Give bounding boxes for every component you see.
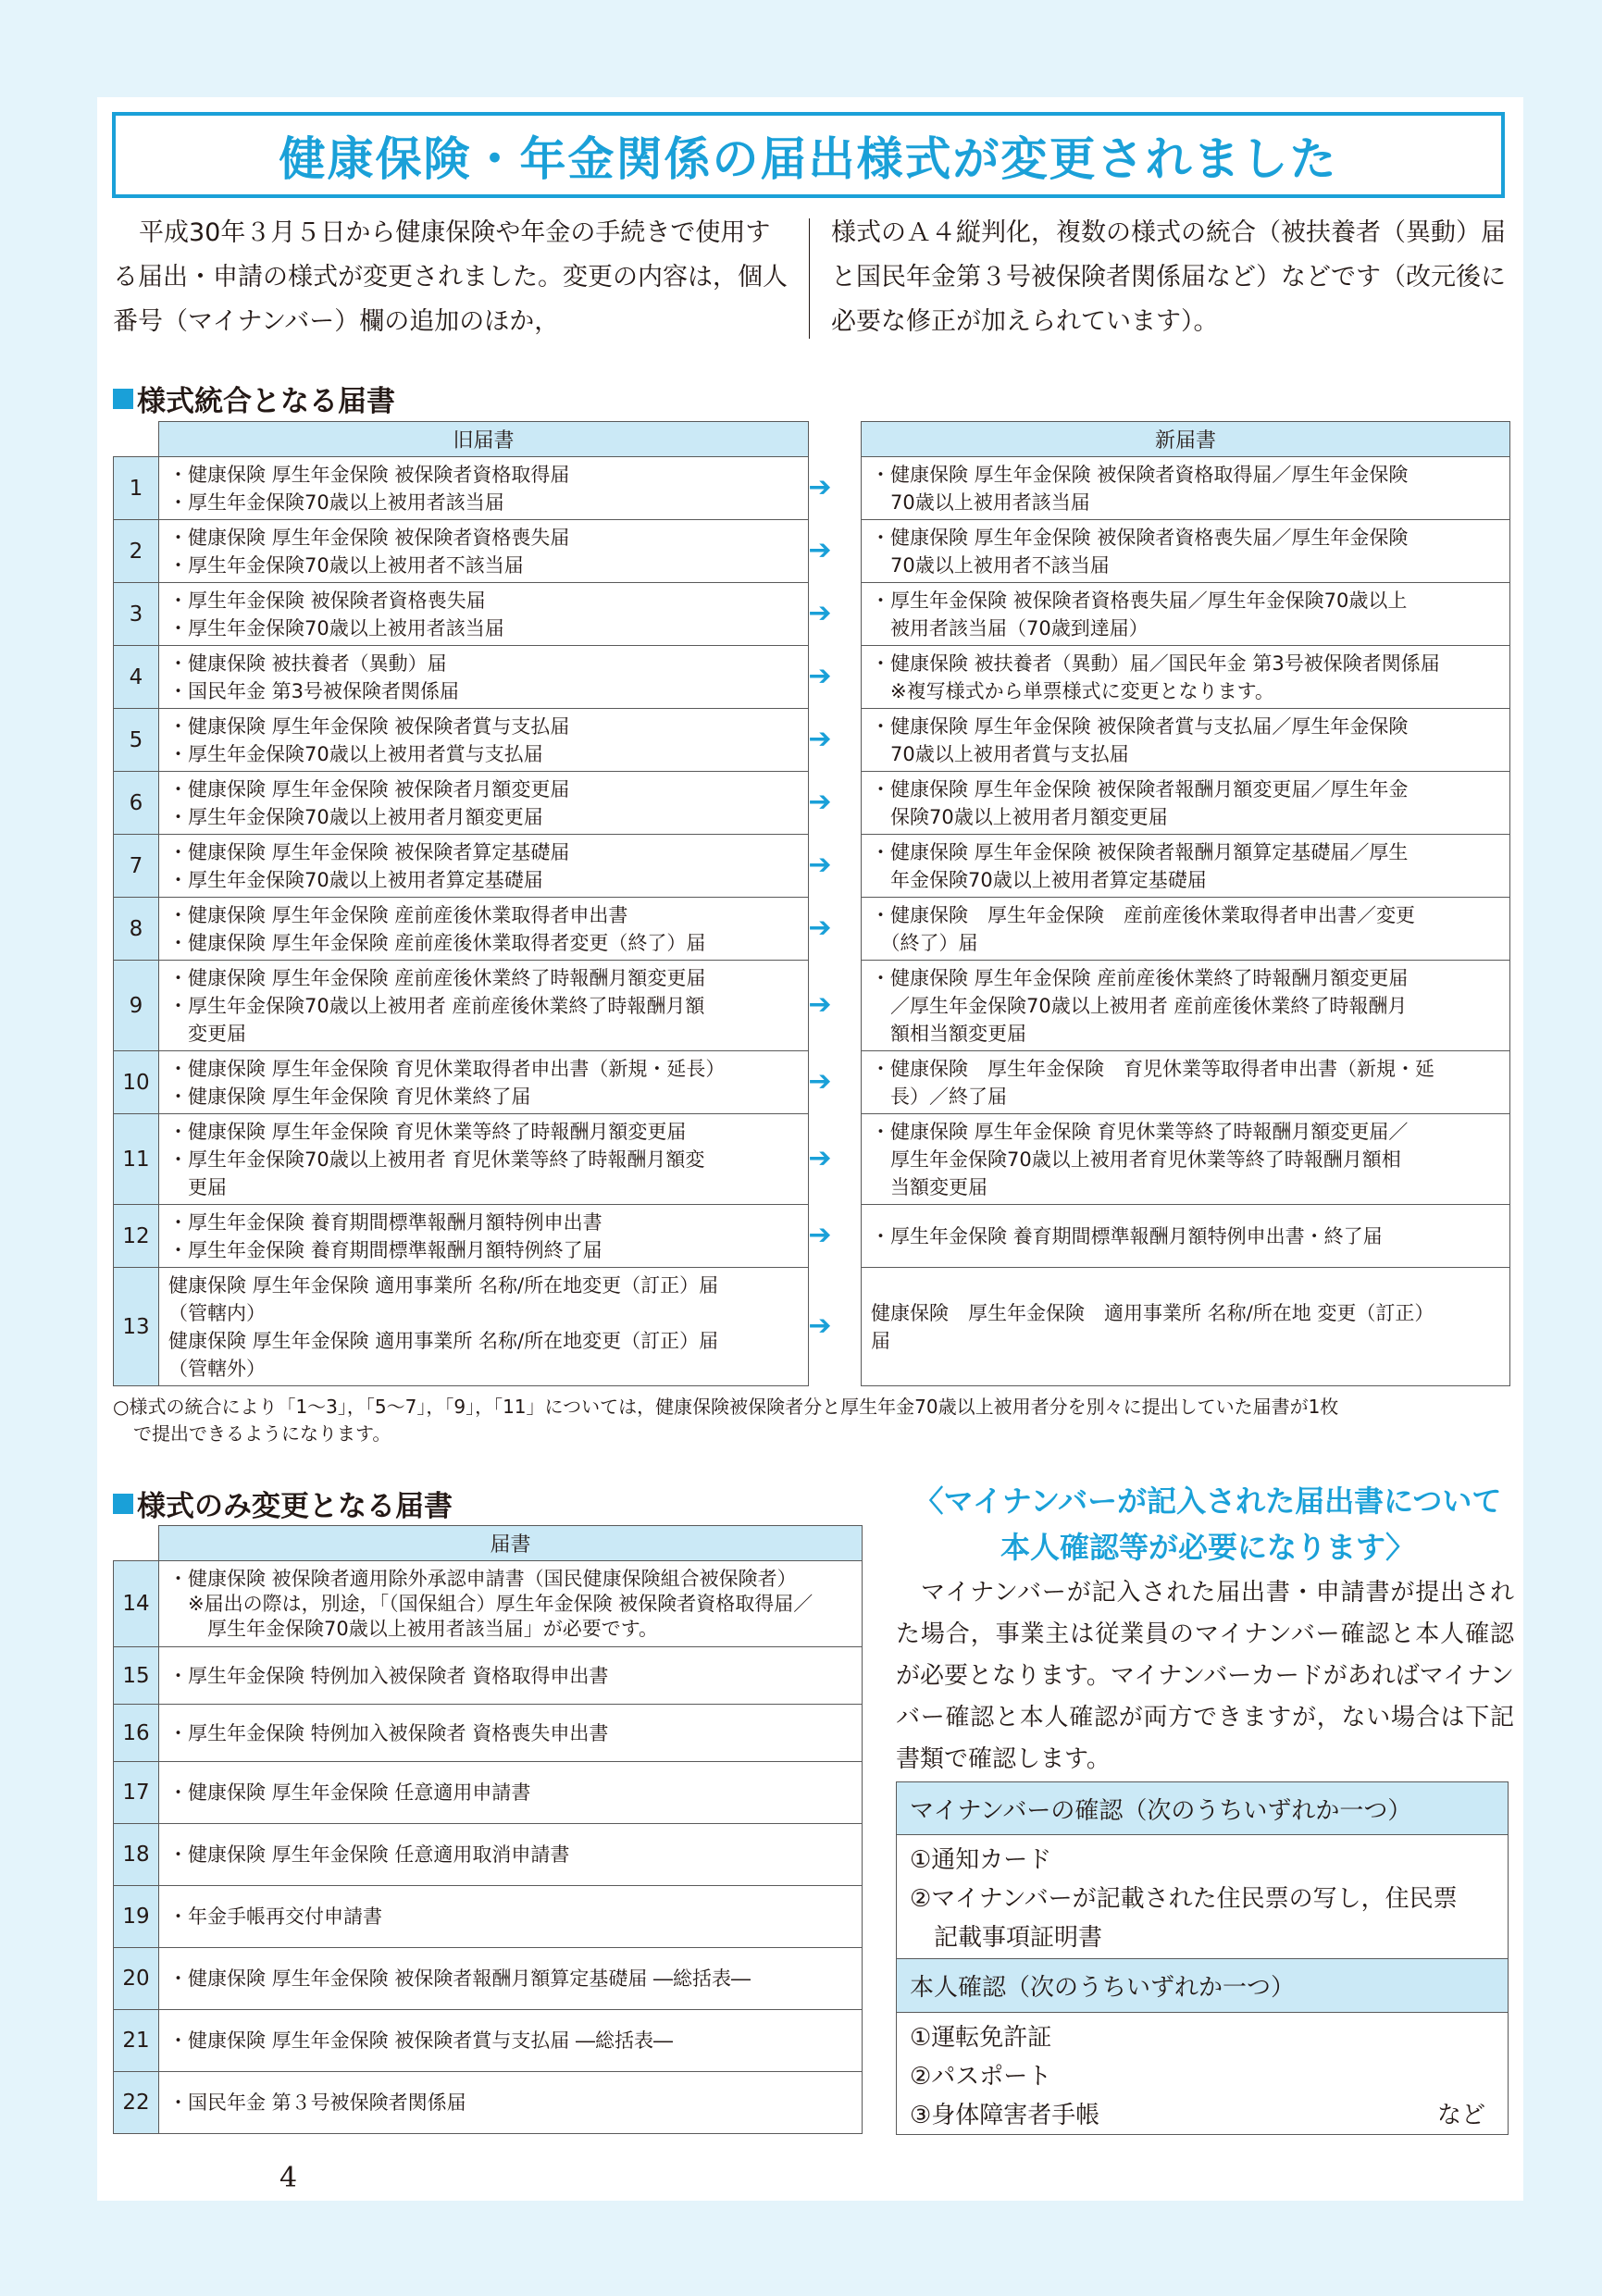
new-table-row <box>862 520 1510 583</box>
new-form-line: ・健康保険 厚生年金保険 産前産後休業終了時報酬月額変更届 <box>871 966 1409 989</box>
blank-corner <box>114 1526 159 1561</box>
new-form-line: ・健康保険 厚生年金保険 育児休業等取得者申出書（新規・延 <box>871 1057 1434 1080</box>
new-form-line: 70歳以上被用者該当届 <box>871 490 1090 514</box>
old-form-line: ・健康保険 厚生年金保険 育児休業取得者申出書（新規・延長） <box>168 1057 726 1080</box>
format-table-row <box>114 2072 863 2134</box>
right-arrow-icon: ➔ <box>808 471 832 503</box>
new-table-row <box>862 1114 1510 1205</box>
right-arrow-icon: ➔ <box>808 786 832 818</box>
row-number: 3 <box>114 583 159 646</box>
row-number: 8 <box>114 898 159 961</box>
identity-check-head: 本人確認（次のうちいずれか一つ） <box>896 1959 1509 2013</box>
row-number: 20 <box>114 1948 159 2010</box>
old-form-cell <box>159 835 809 898</box>
right-arrow-icon: ➔ <box>808 1142 832 1174</box>
new-form-cell <box>862 520 1510 583</box>
new-form-line: （終了）届 <box>871 931 978 954</box>
right-arrow-icon: ➔ <box>808 1065 832 1098</box>
mynumber-title <box>888 1478 1527 1570</box>
new-form-line: ・健康保険 厚生年金保険 被保険者報酬月額変更届／厚生年金 <box>871 777 1409 800</box>
new-form-line: 年金保険70歳以上被用者算定基礎届 <box>871 868 1207 891</box>
row-number: 9 <box>114 961 159 1051</box>
old-form-line: 健康保険 厚生年金保険 適用事業所 名称/所在地変更（訂正）届 <box>168 1329 719 1352</box>
old-table-row <box>114 646 809 709</box>
old-form-line: 健康保険 厚生年金保険 適用事業所 名称/所在地変更（訂正）届 <box>168 1273 719 1297</box>
old-form-line: ・厚生年金保険 養育期間標準報酬月額特例申出書 <box>168 1210 602 1234</box>
old-table-row <box>114 835 809 898</box>
old-form-cell <box>159 772 809 835</box>
new-table-row <box>862 835 1510 898</box>
old-form-line: ・健康保険 厚生年金保険 被保険者資格取得届 <box>168 463 570 486</box>
format-form-line: ・健康保険 厚生年金保険 任意適用取消申請書 <box>168 1843 570 1866</box>
new-form-line: ・健康保険 被扶養者（異動）届／国民年金 第3号被保険者関係届 <box>871 652 1440 675</box>
format-form-line: ※届出の際は，別途，「（国保組合）厚生年金保険 被保険者資格取得届／ <box>168 1592 813 1615</box>
old-form-cell <box>159 520 809 583</box>
row-number: 4 <box>114 646 159 709</box>
identity-doc-item-text: ③身体障害者手帳 <box>910 2102 1100 2129</box>
old-form-line: ・健康保険 厚生年金保険 育児休業等終了時報酬月額変更届 <box>168 1120 687 1143</box>
old-table-row <box>114 961 809 1051</box>
section1-heading-text: 様式統合となる届書 <box>137 385 395 418</box>
old-form-line: ・厚生年金保険 養育期間標準報酬月額特例終了届 <box>168 1238 602 1261</box>
format-change-header: 届書 <box>159 1526 863 1561</box>
new-form-cell <box>862 1051 1510 1114</box>
old-table-row <box>114 772 809 835</box>
row-number: 15 <box>114 1647 159 1705</box>
new-table-row <box>862 1268 1510 1386</box>
format-form-line: 厚生年金保険70歳以上被用者該当届」が必要です。 <box>168 1617 659 1640</box>
new-form-cell <box>862 1268 1510 1386</box>
old-form-cell <box>159 1205 809 1268</box>
new-form-line: ・健康保険 厚生年金保険 産前産後休業取得者申出書／変更 <box>871 903 1415 926</box>
row-number: 5 <box>114 709 159 772</box>
old-form-line: ・厚生年金保険 被保険者資格喪失届 <box>168 589 486 612</box>
old-form-line: ・健康保険 厚生年金保険 育児休業終了届 <box>168 1085 531 1108</box>
new-form-line: 保険70歳以上被用者月額変更届 <box>871 805 1168 828</box>
footnote-line-2: で提出できるようになります。 <box>133 1422 391 1445</box>
old-form-line: ・健康保険 厚生年金保険 産前産後休業終了時報酬月額変更届 <box>168 966 706 989</box>
row-number: 1 <box>114 457 159 520</box>
old-form-cell <box>159 1051 809 1114</box>
intro-left: 平成30年３月５日から健康保険や年金の手続きで使用する届出・申請の様式が変更されました。変更の内容は，個人番号（マイナンバー）欄の追加のほか， <box>113 218 788 336</box>
intro-right: 様式のＡ４縦判化，複数の様式の統合（被扶養者（異動）届と国民年金第３号被保険者関係届など）などです（改元後に必要な修正が加えられています）。 <box>831 218 1506 336</box>
new-table-row <box>862 772 1510 835</box>
right-arrow-icon: ➔ <box>808 988 832 1021</box>
old-table-row <box>114 583 809 646</box>
new-form-cell <box>862 1205 1510 1268</box>
format-form-cell <box>159 2010 863 2072</box>
row-number: 19 <box>114 1886 159 1948</box>
new-form-line: ・健康保険 厚生年金保険 被保険者資格喪失届／厚生年金保険 <box>871 526 1409 549</box>
format-change-table <box>113 1525 863 2134</box>
old-table-row <box>114 1205 809 1268</box>
old-form-line: ・健康保険 被扶養者（異動）届 <box>168 652 447 675</box>
row-number: 2 <box>114 520 159 583</box>
right-arrow-icon: ➔ <box>808 912 832 944</box>
new-forms-table <box>861 421 1510 1386</box>
new-table-row <box>862 709 1510 772</box>
title-box <box>112 112 1505 198</box>
row-number: 13 <box>114 1268 159 1386</box>
mynumber-doc-item: ①通知カード <box>910 1846 1052 1874</box>
section1-heading <box>113 378 395 419</box>
old-form-line: ・厚生年金保険70歳以上被用者該当届 <box>168 490 504 514</box>
old-form-cell <box>159 457 809 520</box>
right-arrow-icon: ➔ <box>808 597 832 629</box>
old-form-line: ・厚生年金保険70歳以上被用者不該当届 <box>168 553 524 577</box>
new-form-line: ／厚生年金保険70歳以上被用者 産前産後休業終了時報酬月 <box>871 994 1408 1017</box>
format-form-line: ・厚生年金保険 特例加入被保険者 資格取得申出書 <box>168 1664 609 1687</box>
old-form-line: ・健康保険 厚生年金保険 被保険者算定基礎届 <box>168 840 570 863</box>
format-form-line: ・健康保険 厚生年金保険 被保険者賞与支払届 ―総括表― <box>168 2029 674 2052</box>
format-table-row <box>114 1886 863 1948</box>
row-number: 7 <box>114 835 159 898</box>
mynumber-check-box <box>896 1781 1509 2135</box>
format-form-cell <box>159 2072 863 2134</box>
old-form-cell <box>159 646 809 709</box>
old-form-cell <box>159 961 809 1051</box>
format-form-line: ・健康保険 厚生年金保険 任意適用申請書 <box>168 1781 531 1804</box>
old-form-line: ・国民年金 第3号被保険者関係届 <box>168 679 460 702</box>
new-form-line: 届 <box>871 1329 890 1352</box>
square-bullet-icon <box>113 1494 133 1514</box>
format-form-line: ・厚生年金保険 特例加入被保険者 資格喪失申出書 <box>168 1721 609 1744</box>
old-table-row <box>114 898 809 961</box>
old-form-line: 変更届 <box>168 1022 246 1045</box>
old-form-line: ・厚生年金保険70歳以上被用者賞与支払届 <box>168 742 543 765</box>
format-form-cell <box>159 1824 863 1886</box>
old-form-line: 更届 <box>168 1175 227 1198</box>
new-form-cell <box>862 898 1510 961</box>
format-table-row <box>114 1762 863 1824</box>
old-form-line: ・健康保険 厚生年金保険 被保険者賞与支払届 <box>168 714 570 738</box>
format-form-line: ・年金手帳再交付申請書 <box>168 1905 382 1928</box>
right-arrow-icon: ➔ <box>808 660 832 692</box>
identity-doc-item: ②パスポート <box>910 2063 1052 2091</box>
old-form-line: ・健康保険 厚生年金保険 産前産後休業取得者申出書 <box>168 903 628 926</box>
format-form-cell <box>159 1948 863 2010</box>
new-form-cell <box>862 583 1510 646</box>
row-number: 18 <box>114 1824 159 1886</box>
new-table-row <box>862 583 1510 646</box>
old-form-line: ・厚生年金保険70歳以上被用者算定基礎届 <box>168 868 543 891</box>
new-form-cell <box>862 835 1510 898</box>
old-form-cell <box>159 898 809 961</box>
new-form-line: ・健康保険 厚生年金保険 育児休業等終了時報酬月額変更届／ <box>871 1120 1409 1143</box>
footnote-line-1: ○様式の統合により「1～3」，「5～7」，「9」，「11」については，健康保険被保険者分と厚生年金70歳以上被用者分を別々に提出していた届書が1枚 <box>113 1396 1339 1418</box>
new-form-line: ・厚生年金保険 被保険者資格喪失届／厚生年金保険70歳以上 <box>871 589 1408 612</box>
format-form-cell <box>159 1705 863 1762</box>
format-form-line: ・健康保険 厚生年金保険 被保険者報酬月額算定基礎届 ―総括表― <box>168 1967 751 1990</box>
row-number: 11 <box>114 1114 159 1205</box>
section2-heading <box>113 1483 453 1524</box>
format-table-row <box>114 1824 863 1886</box>
old-form-cell <box>159 1114 809 1205</box>
format-form-cell <box>159 1762 863 1824</box>
new-form-cell <box>862 1114 1510 1205</box>
old-form-line: ・厚生年金保険70歳以上被用者該当届 <box>168 616 504 639</box>
old-table-row <box>114 1268 809 1386</box>
mynumber-title-line-1: 〈マイナンバーが記入された届出書について <box>913 1483 1502 1519</box>
square-bullet-icon <box>113 389 133 409</box>
identity-check-list <box>896 2013 1509 2135</box>
old-table-row <box>114 457 809 520</box>
old-form-line: ・厚生年金保険70歳以上被用者月額変更届 <box>168 805 543 828</box>
page-title: 健康保険・年金関係の届出様式が変更されました <box>279 131 1338 186</box>
old-form-line: ・健康保険 厚生年金保険 被保険者資格喪失届 <box>168 526 570 549</box>
new-form-cell <box>862 457 1510 520</box>
right-arrow-icon: ➔ <box>808 1219 832 1251</box>
old-form-cell <box>159 583 809 646</box>
new-table-row <box>862 898 1510 961</box>
new-form-line: ・厚生年金保険 養育期間標準報酬月額特例申出書・終了届 <box>871 1224 1383 1247</box>
right-arrow-icon: ➔ <box>808 1309 832 1342</box>
new-form-line: 額相当額変更届 <box>871 1022 1026 1045</box>
new-form-cell <box>862 646 1510 709</box>
format-form-line: ・国民年金 第３号被保険者関係届 <box>168 2091 466 2114</box>
new-table-row <box>862 1051 1510 1114</box>
mynumber-doc-item: 記載事項証明書 <box>910 1924 1103 1952</box>
format-table-row <box>114 1705 863 1762</box>
identity-doc-item: ①運転免許証 <box>910 2024 1052 2052</box>
new-form-cell <box>862 772 1510 835</box>
row-number: 14 <box>114 1561 159 1647</box>
identity-doc-item <box>910 2096 1495 2135</box>
new-form-line: ・健康保険 厚生年金保険 被保険者資格取得届／厚生年金保険 <box>871 463 1409 486</box>
new-form-line: 被用者該当届（70歳到達届） <box>871 616 1149 639</box>
new-form-line: 当額変更届 <box>871 1175 987 1198</box>
row-number: 22 <box>114 2072 159 2134</box>
section2-heading-text: 様式のみ変更となる届書 <box>137 1490 453 1523</box>
mynumber-title-line-2: 本人確認等が必要になります〉 <box>1000 1530 1415 1565</box>
old-form-line: ・厚生年金保険70歳以上被用者 育児休業等終了時報酬月額変 <box>168 1148 705 1171</box>
row-number: 17 <box>114 1762 159 1824</box>
mynumber-body: マイナンバーが記入された届出書・申請書が提出された場合，事業主は従業員のマイナンバー確認と本人確認が必要となります。マイナンバーカードがあればマイナンバー確認と本人確認が両方できますが，ない場合は下記書類で確認します。 <box>896 1579 1514 1773</box>
format-table-row <box>114 1647 863 1705</box>
old-form-line: （管轄内） <box>168 1301 266 1324</box>
format-table-row <box>114 1948 863 2010</box>
old-table-row <box>114 709 809 772</box>
old-form-line: ・厚生年金保険70歳以上被用者 産前産後休業終了時報酬月額 <box>168 994 705 1017</box>
old-forms-header: 旧届書 <box>159 422 809 457</box>
format-form-cell <box>159 1561 863 1647</box>
old-table-row <box>114 1114 809 1205</box>
format-table-row <box>114 2010 863 2072</box>
new-forms-header: 新届書 <box>862 422 1510 457</box>
format-form-cell <box>159 1886 863 1948</box>
new-form-line: 厚生年金保険70歳以上被用者育児休業等終了時報酬月額相 <box>871 1148 1401 1171</box>
column-divider <box>809 218 810 339</box>
right-arrow-icon: ➔ <box>808 534 832 566</box>
new-form-line: 70歳以上被用者賞与支払届 <box>871 742 1129 765</box>
format-table-row <box>114 1561 863 1647</box>
new-table-row <box>862 457 1510 520</box>
new-form-line: ・健康保険 厚生年金保険 被保険者賞与支払届／厚生年金保険 <box>871 714 1409 738</box>
blank-corner <box>114 422 159 457</box>
format-form-line: ・健康保険 被保険者適用除外承認申請書（国民健康保険組合被保険者） <box>168 1567 797 1590</box>
format-form-cell <box>159 1647 863 1705</box>
right-arrow-icon: ➔ <box>808 849 832 881</box>
mynumber-doc-item: ②マイナンバーが記載された住民票の写し，住民票 <box>910 1885 1458 1913</box>
row-number: 21 <box>114 2010 159 2072</box>
row-number: 12 <box>114 1205 159 1268</box>
new-form-line: ・健康保険 厚生年金保険 被保険者報酬月額算定基礎届／厚生 <box>871 840 1409 863</box>
row-number: 16 <box>114 1705 159 1762</box>
old-form-line: ・健康保険 厚生年金保険 被保険者月額変更届 <box>168 777 570 800</box>
old-form-line: ・健康保険 厚生年金保険 産前産後休業取得者変更（終了）届 <box>168 931 706 954</box>
old-form-cell <box>159 709 809 772</box>
page-number: 4 <box>279 2162 298 2194</box>
new-table-row <box>862 646 1510 709</box>
row-number: 6 <box>114 772 159 835</box>
mynumber-check-head: マイナンバーの確認（次のうちいずれか一つ） <box>896 1781 1509 1835</box>
new-form-line: 70歳以上被用者不該当届 <box>871 553 1110 577</box>
old-forms-table <box>113 421 809 1386</box>
new-form-line: 長）／終了届 <box>871 1085 1007 1108</box>
etc-text: など <box>1436 2102 1485 2129</box>
old-form-line: （管轄外） <box>168 1357 266 1380</box>
new-form-line: 健康保険 厚生年金保険 適用事業所 名称/所在地 変更（訂正） <box>871 1301 1434 1324</box>
new-form-line: ※複写様式から単票様式に変更となります。 <box>871 679 1274 702</box>
new-form-cell <box>862 961 1510 1051</box>
old-table-row <box>114 520 809 583</box>
new-table-row <box>862 961 1510 1051</box>
row-number: 10 <box>114 1051 159 1114</box>
mynumber-check-list <box>896 1835 1509 1959</box>
footnote <box>113 1394 1520 1447</box>
old-form-cell <box>159 1268 809 1386</box>
right-arrow-icon: ➔ <box>808 723 832 755</box>
new-table-row <box>862 1205 1510 1268</box>
old-table-row <box>114 1051 809 1114</box>
new-form-cell <box>862 709 1510 772</box>
